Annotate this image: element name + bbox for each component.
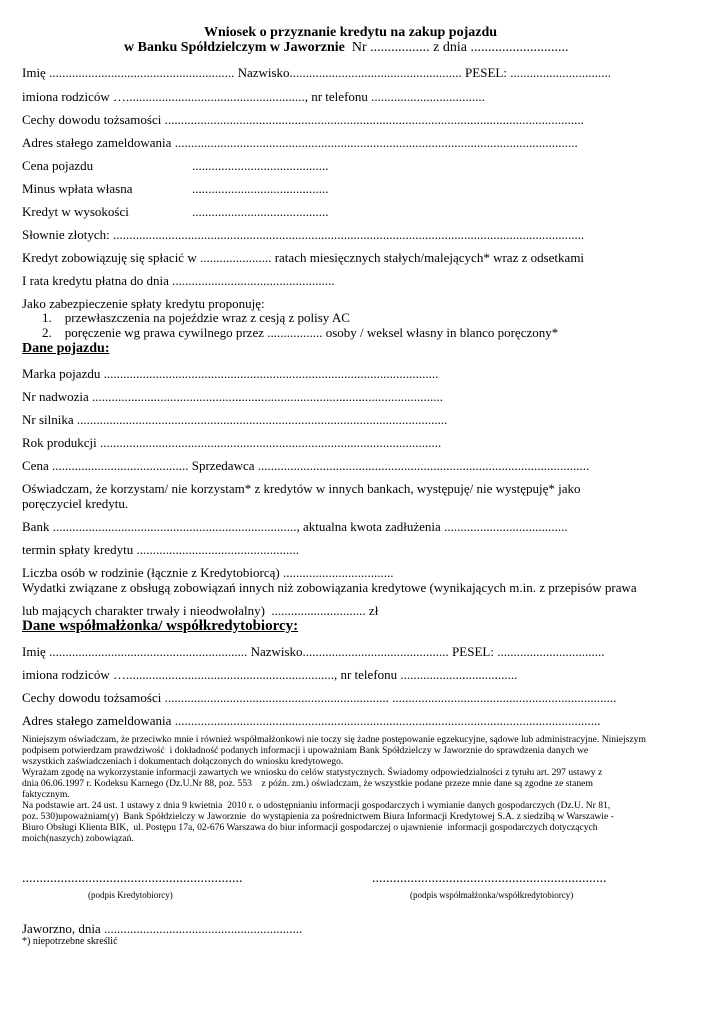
spouse-signature-caption: (podpis współmałżonka/współkredytobiorcy) xyxy=(410,890,574,900)
legal-statement-8: poz. 530)upoważniam(y) Bank Spółdzielczy w Jaworznie do wystąpienia za pośrednictwem Biura Informacji Kredytowej S.A. z siedzibą w Warszawie - xyxy=(22,811,614,822)
application-number-date: Nr ................. z dnia ............................ xyxy=(344,40,569,55)
spouse-data-heading: Dane współmałżonka/ współkredytobiorcy: xyxy=(22,618,299,634)
applicant-name-pesel: Imię ......................................................... Nazwisko..................................................... PESEL: ............................... xyxy=(22,65,611,80)
vehicle-make: Marka pojazdu ....................................................................................................... xyxy=(22,366,439,381)
spouse-name-pesel: Imię ............................................................. Nazwisko............................................. PESEL: ................................. xyxy=(22,644,605,659)
vehicle-price-label: Cena pojazdu xyxy=(22,158,94,173)
bank-name: w Banku Spółdzielczym w Jaworznie xyxy=(124,40,345,55)
spouse-address: Adres stałego zameldowania ................................................................................................................................... xyxy=(22,713,601,728)
credit-amount-label: Kredyt w wysokości xyxy=(22,204,129,219)
legal-statement-5: dnia 06.06.1997 r. Kodeksu Karnego (Dz.U.Nr 88, poz. 553 z późn. zm.) oświadczam, że wszystkie podane przeze mnie dane są zgodne ze stanem xyxy=(22,778,593,789)
spouse-parents-phone: imiona rodziców …................................................................, nr telefonu .................................... xyxy=(22,667,518,682)
vehicle-price-seller: Cena .......................................... Sprzedawca ...................................................................................................... xyxy=(22,458,590,473)
other-loans-declaration-cont: poręczyciel kredytu. xyxy=(22,496,129,511)
applicant-parents-phone: imiona rodziców …......................................................., nr telefonu ................................... xyxy=(22,89,485,104)
legal-statement-4: Wyrażam zgodę na wykorzystanie informacji zawartych we wniosku do celów statystycznych. Świadomy odpowiedzialności z tytułu art. 297 ustawy z xyxy=(22,767,603,778)
repayment-terms: Kredyt zobowiązuję się spłacić w ...................... ratach miesięcznych stałych/malejących* wraz z odsetkami xyxy=(22,250,585,265)
bank-debt-amount: Bank ..........................................................................., aktualna kwota zadłużenia ...................................... xyxy=(22,519,568,534)
family-members-count: Liczba osób w rodzinie (łącznie z Kredytobiorcą) .................................. xyxy=(22,565,394,580)
legal-statement-7: Na podstawie art. 24 ust. 1 ustawy z dnia 9 kwietnia 2010 r. o udostępnianiu informacji gospodarczych i wymianie danych gospodarczych (Dz.U. Nr 81, xyxy=(22,800,611,811)
vehicle-data-heading: Dane pojazdu: xyxy=(22,341,110,356)
vehicle-production-year: Rok produkcji ......................................................................................................... xyxy=(22,435,442,450)
legal-statement-2: podpisem potwierdzam prawdziwość i dokładność podanych informacji i upoważniam Bank Spółdzielczy w Jaworznie do sprawdzenia danych we xyxy=(22,745,589,756)
legal-statement-9: Biuro Obsługi Klienta BIK, ul. Postępu 17a, 02-676 Warszawa do biur informacji gospodarczej o ujawnienie informacji gospodarczych dotyczących xyxy=(22,822,598,833)
vehicle-engine-number: Nr silnika .................................................................................................................. xyxy=(22,412,448,427)
legal-statement-3: wszystkich zaświadczeniach i dokumentach dołączonych do wniosku kredytowego. xyxy=(22,756,344,767)
own-payment-label: Minus wpłata własna xyxy=(22,181,133,196)
legal-statement-1: Niniejszym oświadczam, że przeciwko mnie i również współmałżonkowi nie toczy się żadne postępowanie egzekucyjne, sądowe lub administracyjne. Niniejszym xyxy=(22,734,646,745)
applicant-id-document: Cechy dowodu tożsamości ................................................................................................................................. xyxy=(22,112,584,127)
form-title-line2 xyxy=(124,40,568,55)
legal-statement-6: faktycznym. xyxy=(22,789,70,800)
borrower-signature-caption: (podpis Kredytobiorcy) xyxy=(88,890,173,900)
repayment-deadline: termin spłaty kredytu .................................................. xyxy=(22,542,299,557)
spouse-signature-line: ................................................................... xyxy=(372,871,607,886)
other-loans-declaration: Oświadczam, że korzystam/ nie korzystam* z kredytów w innych bankach, występuję/ nie występuję* jako xyxy=(22,481,581,496)
vehicle-body-number: Nr nadwozia ............................................................................................................ xyxy=(22,389,444,404)
own-payment-field: .......................................... xyxy=(192,181,329,196)
credit-amount-field: .......................................... xyxy=(192,204,329,219)
other-expenses-amount: lub mających charakter trwały i nieodwołalny) ............................. zł xyxy=(22,603,379,618)
footnote: *) niepotrzebne skreślić xyxy=(22,936,118,947)
amount-in-words: Słownie złotych: ................................................................................................................................................. xyxy=(22,227,585,242)
security-option-1: 1. przewłaszczenia na pojeździe wraz z cesją z polisy AC xyxy=(42,310,350,325)
legal-statement-10: moich(naszych) zobowiązań. xyxy=(22,833,134,844)
vehicle-price-field: .......................................... xyxy=(192,158,329,173)
applicant-address: Adres stałego zameldowania ............................................................................................................................ xyxy=(22,135,578,150)
spouse-id-document: Cechy dowodu tożsamości ..................................................................... ..................................................................... xyxy=(22,690,617,705)
place-and-date: Jaworzno, dnia ............................................................. xyxy=(22,921,303,936)
security-intro: Jako zabezpieczenie spłaty kredytu proponuję: xyxy=(22,296,265,311)
security-option-2: 2. poręczenie wg prawa cywilnego przez ................. osoby / weksel własny in blanco poręczony* xyxy=(42,325,559,340)
other-expenses: Wydatki związane z obsługą zobowiązań innych niż zobowiązania kredytowe (wynikających m.in. z przepisów prawa xyxy=(22,580,637,595)
first-installment-date: I rata kredytu płatna do dnia .................................................. xyxy=(22,273,335,288)
borrower-signature-line: ............................................................... xyxy=(22,871,243,886)
form-title: Wniosek o przyznanie kredytu na zakup pojazdu xyxy=(204,25,498,40)
